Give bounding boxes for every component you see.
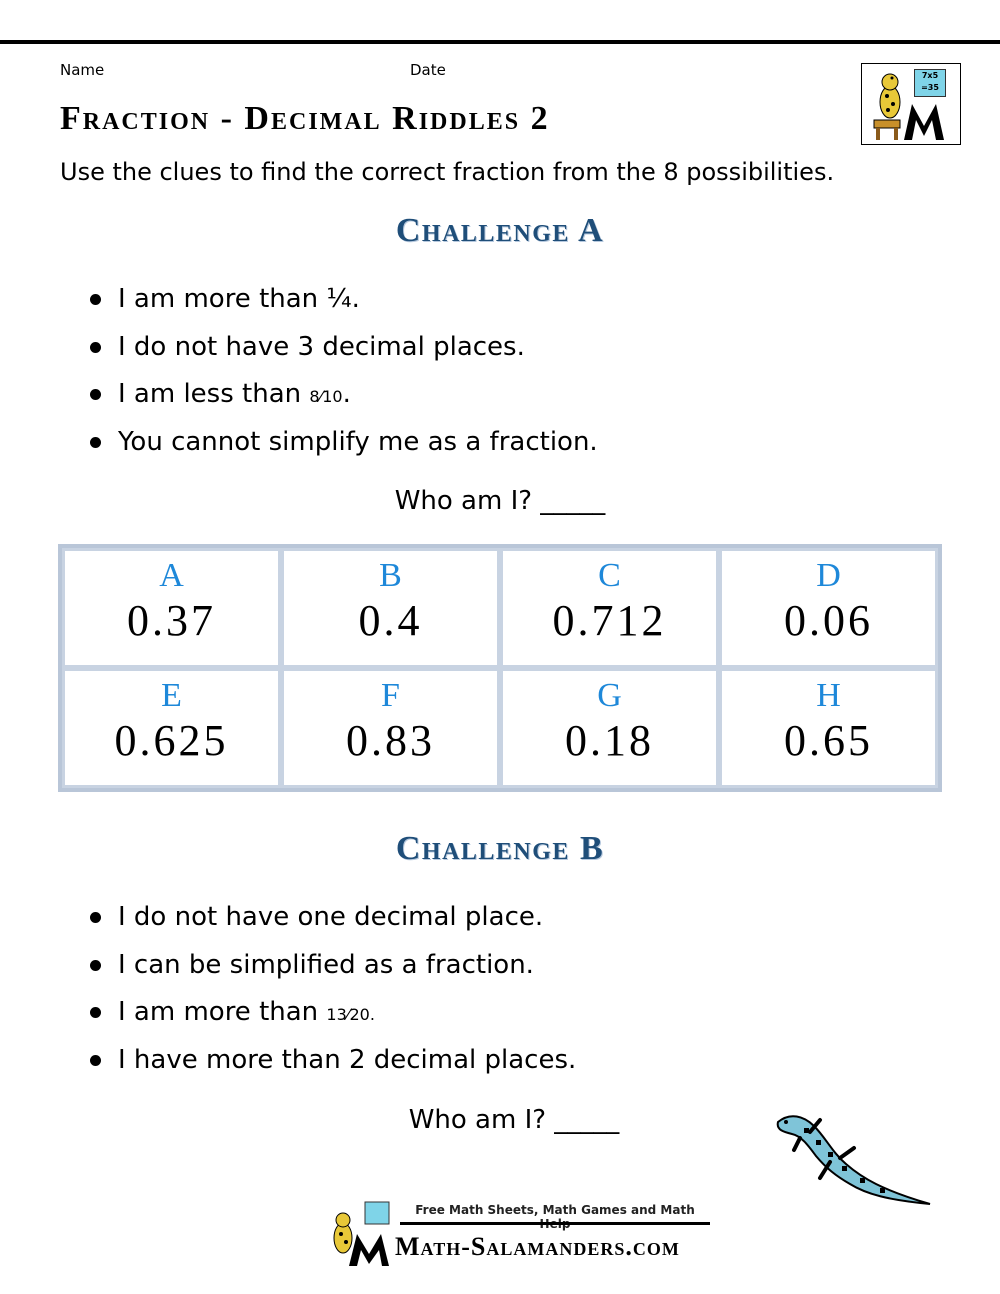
fraction: 8⁄10	[309, 387, 343, 406]
clue-text: I am more than	[118, 997, 319, 1027]
bullet-icon	[90, 1055, 101, 1066]
challenge-a-clues	[90, 282, 598, 472]
option-value: 0.65	[784, 716, 873, 765]
challenge-b-heading: Challenge B	[395, 830, 605, 867]
list-item	[90, 282, 598, 330]
bullet-icon	[90, 960, 101, 971]
option-letter: A	[159, 557, 184, 594]
logo-tag-line2: =35	[921, 83, 939, 92]
list-item	[90, 425, 598, 473]
date-label: Date	[410, 61, 446, 79]
option-letter: H	[816, 677, 841, 714]
option-value: 0.625	[114, 716, 229, 765]
footer-salamander-icon	[325, 1200, 395, 1270]
option-cell	[281, 668, 500, 788]
list-item	[90, 377, 598, 425]
clue-text: I do not have one decimal place.	[118, 902, 544, 932]
option-letter: F	[381, 677, 400, 714]
option-letter: G	[597, 677, 622, 714]
list-item	[90, 1043, 576, 1091]
clue-suffix: .	[342, 379, 351, 409]
option-cell	[719, 668, 938, 788]
logo-tag-line1: 7x5	[921, 71, 939, 80]
bullet-icon	[90, 389, 101, 400]
footer-site-link[interactable]: Math-Salamanders.com	[395, 1232, 680, 1261]
bullet-icon	[90, 342, 101, 353]
instructions: Use the clues to find the correct fraction from the 8 possibilities.	[60, 158, 835, 186]
option-letter: E	[161, 677, 182, 714]
footer-tagline: Free Math Sheets, Math Games and Math	[415, 1203, 695, 1217]
option-letter: D	[816, 557, 841, 594]
list-item	[90, 948, 576, 996]
option-letter: C	[598, 557, 621, 594]
name-label: Name	[60, 61, 105, 79]
bullet-icon	[90, 1007, 101, 1018]
option-value: 0.4	[358, 596, 423, 645]
clue-text: I do not have 3 decimal places.	[118, 331, 525, 362]
salamander-logo	[861, 63, 961, 145]
top-rule	[0, 40, 1000, 44]
challenge-b-answer-prompt: Who am I? _____	[408, 1105, 620, 1135]
bullet-icon	[90, 437, 101, 448]
list-item	[90, 900, 576, 948]
list-item	[90, 995, 576, 1043]
list-item	[90, 330, 598, 378]
challenge-a-answer-prompt: Who am I? _____	[394, 486, 606, 516]
option-cell	[62, 668, 281, 788]
clue-text: I am less than	[118, 379, 302, 409]
clue-text: You cannot simplify me as a fraction.	[118, 426, 598, 457]
challenge-a-heading: Challenge A	[395, 212, 605, 249]
page-title: Fraction - Decimal Riddles 2	[60, 100, 550, 137]
option-cell	[62, 548, 281, 668]
option-cell	[719, 548, 938, 668]
option-cell	[281, 548, 500, 668]
salamander-icon	[770, 1108, 940, 1213]
option-value: 0.18	[565, 716, 654, 765]
clue-text: I am more than ¼.	[118, 284, 360, 314]
bullet-icon	[90, 294, 101, 305]
options-grid	[58, 544, 942, 792]
option-cell	[500, 668, 719, 788]
challenge-b-clues	[90, 900, 576, 1090]
footer-divider	[400, 1222, 710, 1225]
fraction: 13⁄20.	[326, 1005, 375, 1024]
option-value: 0.06	[784, 596, 873, 645]
option-cell	[500, 548, 719, 668]
clue-text: I have more than 2 decimal places.	[118, 1044, 577, 1075]
logo-math-tag	[914, 69, 946, 97]
clue-text: I can be simplified as a fraction.	[118, 949, 534, 980]
option-letter: B	[379, 557, 402, 594]
option-value: 0.83	[346, 716, 435, 765]
option-value: 0.37	[127, 596, 216, 645]
bullet-icon	[90, 912, 101, 923]
option-value: 0.712	[552, 596, 667, 645]
